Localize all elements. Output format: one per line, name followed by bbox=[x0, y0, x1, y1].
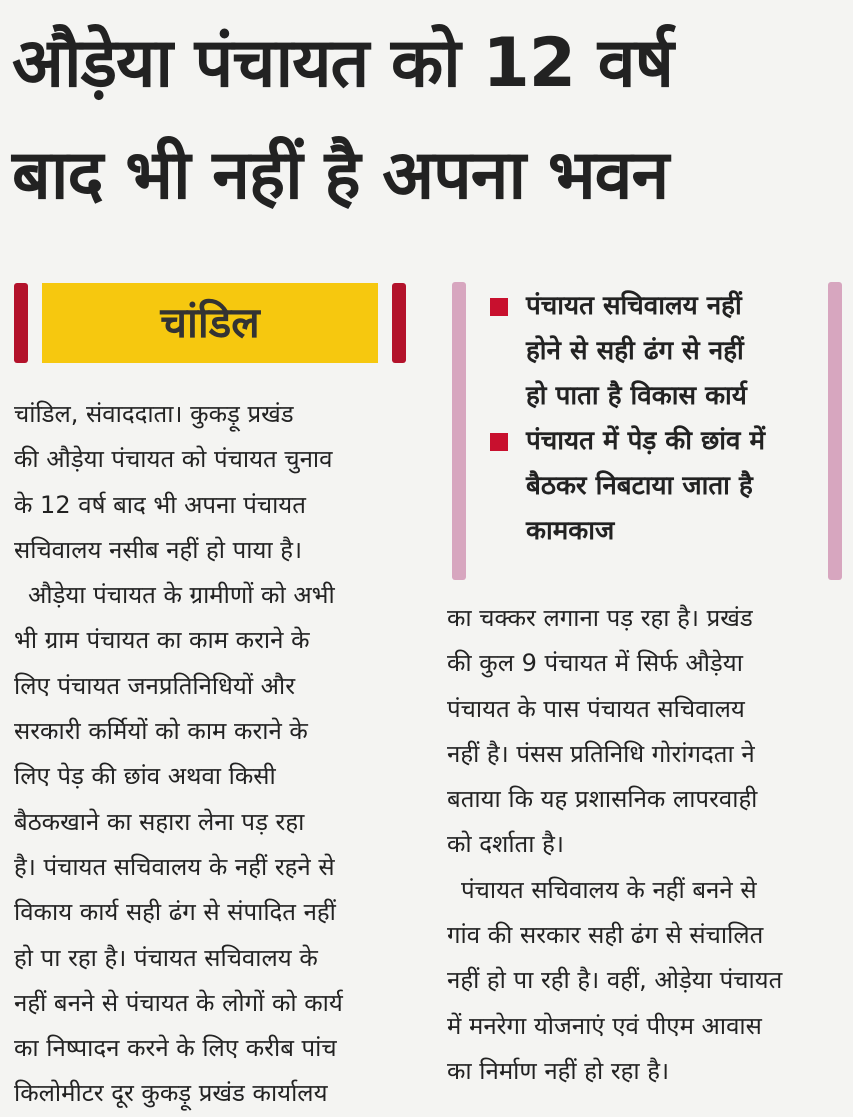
highlight-line: होने से सही ढंग से नहीं bbox=[526, 336, 744, 366]
highlight-line: कामकाज bbox=[526, 516, 615, 546]
body-line: का निष्पादन करने के लिए करीब पांच bbox=[14, 1034, 337, 1063]
body-line: को दर्शाता है। bbox=[447, 830, 564, 859]
body-line: पंचायत सचिवालय के नहीं बनने से bbox=[461, 875, 757, 904]
pink-bar-left bbox=[452, 282, 466, 580]
dateline-place: चांडिल bbox=[42, 283, 378, 363]
highlight-line: बैठकर निबटाया जाता है bbox=[526, 471, 753, 501]
headline-line-2: बाद भी नहीं है अपना भवन bbox=[12, 136, 669, 215]
highlight-item bbox=[482, 419, 816, 554]
body-line: का निर्माण नहीं हो रहा है। bbox=[447, 1056, 670, 1085]
body-line: बताया कि यह प्रशासनिक लापरवाही bbox=[447, 785, 758, 814]
body-line: पंचायत के पास पंचायत सचिवालय bbox=[447, 694, 745, 723]
body-line: विकाय कार्य सही ढंग से संपादित नहीं bbox=[14, 898, 336, 927]
body-line: चांडिल, संवाददाता। कुकड़ू प्रखंड bbox=[14, 400, 294, 428]
headline-line-1: औड़ेया पंचायत को 12 वर्ष bbox=[12, 24, 673, 103]
body-line: नहीं है। पंसस प्रतिनिधि गोरांगदता ने bbox=[447, 739, 755, 768]
highlights-box bbox=[452, 282, 842, 580]
highlight-line: हो पाता है विकास कार्य bbox=[526, 381, 747, 411]
red-bar-left bbox=[14, 283, 28, 363]
body-line: बैठकखाने का सहारा लेना पड़ रहा bbox=[14, 807, 305, 836]
body-line: नहीं हो पा रही है। वहीं, ओड़ेया पंचायत bbox=[447, 966, 783, 995]
body-line: में मनरेगा योजनाएं एवं पीएम आवास bbox=[447, 1011, 762, 1040]
body-line: औड़ेया पंचायत के ग्रामीणों को अभी bbox=[28, 581, 335, 610]
body-line: है। पंचायत सचिवालय के नहीं रहने से bbox=[14, 852, 335, 881]
body-line: सरकारी कर्मियों को काम कराने के bbox=[14, 717, 308, 746]
body-line: सचिवालय नसीब नहीं हो पाया है। bbox=[14, 535, 303, 564]
body-line: की औड़ेया पंचायत को पंचायत चुनाव bbox=[14, 445, 333, 474]
body-line: नहीं बनने से पंचायत के लोगों को कार्य bbox=[14, 988, 343, 1017]
body-line: की कुल 9 पंचायत में सिर्फ औड़ेया bbox=[447, 649, 743, 678]
highlight-line: पंचायत सचिवालय नहीं bbox=[526, 291, 742, 321]
body-column-left bbox=[14, 392, 414, 1117]
red-bar-right bbox=[392, 283, 406, 363]
body-column-right bbox=[447, 596, 843, 1094]
highlight-line: पंचायत में पेड़ की छांव में bbox=[526, 426, 766, 456]
pink-bar-right bbox=[828, 282, 842, 580]
body-line: के 12 वर्ष बाद भी अपना पंचायत bbox=[14, 490, 306, 519]
body-line: किलोमीटर दूर कुकड़ू प्रखंड कार्यालय bbox=[14, 1079, 328, 1108]
body-line: हो पा रहा है। पंचायत सचिवालय के bbox=[14, 943, 318, 972]
body-line: का चक्कर लगाना पड़ रहा है। प्रखंड bbox=[447, 604, 753, 632]
square-bullet-icon bbox=[490, 433, 508, 451]
highlight-item bbox=[482, 284, 816, 419]
body-line: लिए पंचायत जनप्रतिनिधियों और bbox=[14, 671, 296, 700]
headline bbox=[12, 8, 842, 232]
body-line: भी ग्राम पंचायत का काम कराने के bbox=[14, 626, 310, 655]
body-line: गांव की सरकार सही ढंग से संचालित bbox=[447, 921, 764, 950]
dateline-box bbox=[14, 283, 406, 363]
square-bullet-icon bbox=[490, 298, 508, 316]
body-line: लिए पेड़ की छांव अथवा किसी bbox=[14, 762, 276, 791]
